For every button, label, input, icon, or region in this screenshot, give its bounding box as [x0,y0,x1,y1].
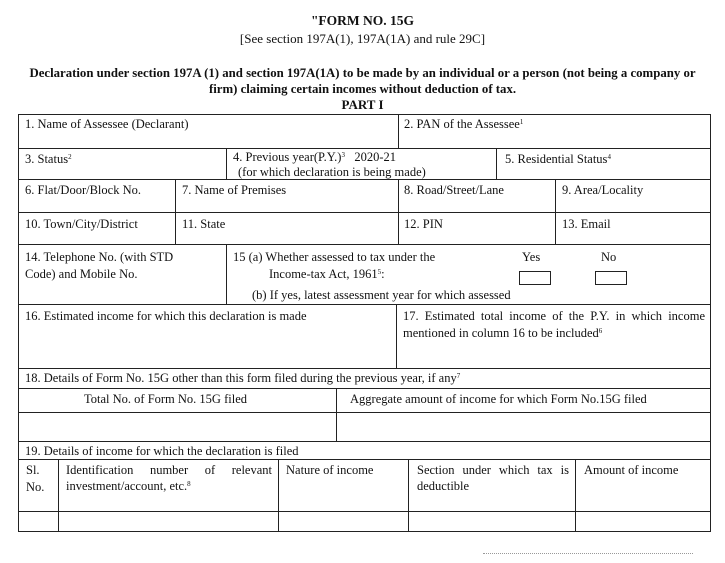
rule [575,459,576,531]
income-tax-act-label: Income-tax Act, 1961$^5$: [269,267,385,281]
state-label: 11. State [182,217,226,231]
rule [396,304,397,368]
premises-label: 7. Name of Premises [182,183,287,197]
email-label: 13. Email [562,217,611,231]
rule [18,388,711,389]
pin-label: 12. PIN [404,217,443,231]
flat-door-block-label: 6. Flat/Door/Block No. [25,183,141,197]
rule [336,388,337,441]
status-label: 3. Status$^2$ [25,152,72,166]
rule [555,179,556,244]
pan-label: 2. PAN of the Assessee$^1$ [404,117,524,131]
rule [398,179,399,244]
rule [18,212,711,213]
telephone-label-line2: Code) and Mobile No. [25,267,138,281]
rule [398,114,399,148]
rule [18,511,711,512]
estimated-income-label: 16. Estimated income for which this declaration is made [25,309,307,323]
rule [58,459,59,531]
rule [18,368,711,369]
rule [278,459,279,531]
rule [18,244,711,245]
yes-label: Yes [522,250,541,264]
estimated-total-income-label: 17. Estimated total income of the P.Y. in which income mentioned in column 16 to be included$^6$ [403,309,705,340]
rule [710,114,711,532]
rule [18,114,19,532]
assessed-to-tax-label: 15 (a) Whether assessed to tax under the [233,250,436,264]
residential-status-label: 5. Residential Status$^4$ [505,152,611,166]
rule [18,412,711,413]
road-street-label: 8. Road/Street/Lane [404,183,504,197]
form-table [18,114,711,532]
rule [226,148,227,179]
income-details-label: 19. Details of income for which the declaration is filed [25,444,299,458]
serial-no-header-line2: No. [26,480,45,494]
telephone-label: 14. Telephone No. (with STD [25,250,174,264]
section-deductible-header: Section under which tax is deductible [417,463,569,493]
serial-no-header: Sl. [26,463,40,477]
latest-assessment-year-label: (b) If yes, latest assessment year for which assessed [252,288,511,302]
rule [408,459,409,531]
amount-of-income-header: Amount of income [584,463,679,477]
no-checkbox[interactable] [595,271,627,285]
aggregate-amount-header: Aggregate amount of income for which Form No.15G filed [350,392,647,406]
no-label: No [601,250,617,264]
area-locality-label: 9. Area/Locality [562,183,644,197]
yes-checkbox[interactable] [519,271,551,285]
rule [18,304,711,305]
nature-of-income-header: Nature of income [286,463,374,477]
rule [18,531,711,532]
signature-dotted-line [483,553,693,554]
rule [175,179,176,244]
previous-year-value: 2020-21 [354,150,396,164]
town-city-label: 10. Town/City/District [25,217,138,231]
previous-year-label: 4. Previous $year(P.Y.)^3$ 2020-21 [233,150,396,164]
form-title: "FORM NO. 15G [310,13,415,28]
other-form-15g-label: 18. Details of Form No. 15G other than this form filed during the previous year, if any$^7$ [25,371,461,385]
rule [18,114,711,115]
part-heading: PART I [341,97,384,112]
total-forms-filed-header: Total No. of Form No. 15G filed [84,392,247,406]
name-of-assessee-label: 1. Name of Assessee (Declarant) [25,117,189,131]
rule [226,244,227,304]
declaration-heading: Declaration under section 197A (1) and section 197A(1A) to be made by an individual or a person (not being a company or firm) claiming certain incomes without deduction of tax. [29,66,696,96]
previous-year-subtext: (for which declaration is being made) [238,165,426,179]
section-reference: [See section 197A(1), 197A(1A) and rule 29C] [239,31,486,46]
rule [496,148,497,179]
rule [18,459,711,460]
rule [18,441,711,442]
identification-number-header: Identification number of relevant investment/account, etc.$^8$ [66,463,272,493]
